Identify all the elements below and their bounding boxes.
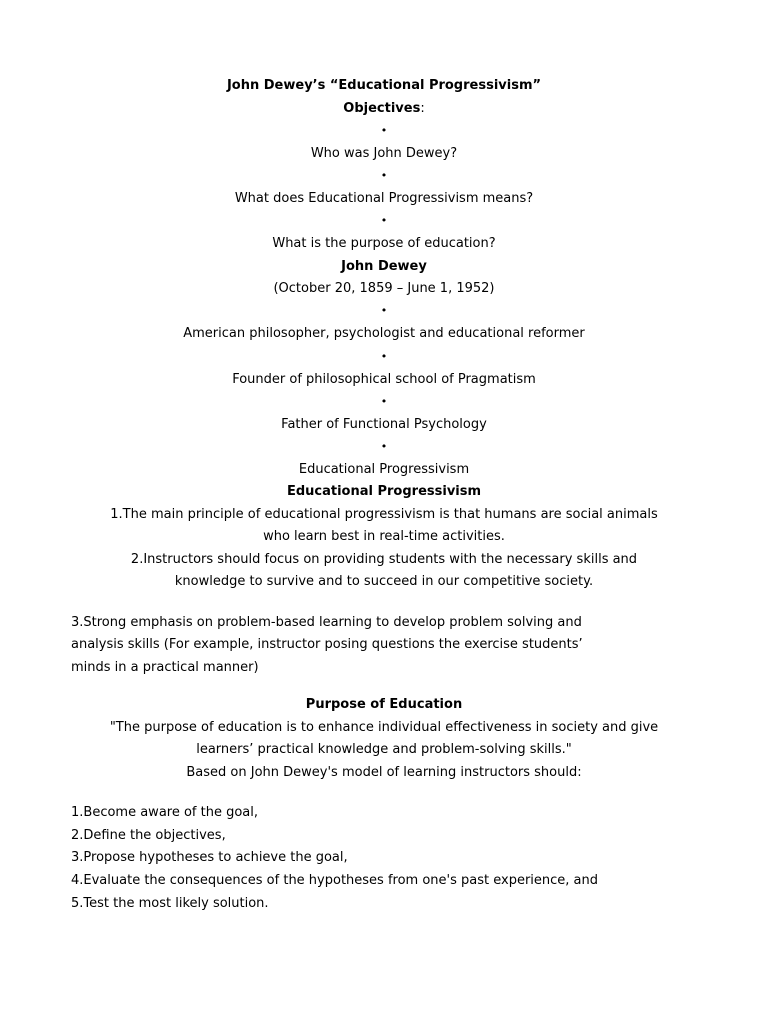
step-item: 1.Become aware of the goal, [71,805,259,820]
purpose-quote-line: "The purpose of education is to enhance individual effectiveness in society and give [109,720,659,735]
principle-line: minds in a practical manner) [71,660,259,675]
principle-line: knowledge to survive and to succeed in our competitive society. [174,574,594,589]
objectives-colon: : [420,101,425,116]
objective-item: What is the purpose of education? [272,236,496,251]
principle-line: analysis skills (For example, instructor posing questions the exercise students’ [71,637,583,652]
dewey-heading: John Dewey [341,259,427,274]
step-item: 3.Propose hypotheses to achieve the goal, [71,850,348,865]
progressivism-heading: Educational Progressivism [286,484,482,499]
objectives-heading: Objectives [343,101,421,116]
dewey-item: Educational Progressivism [298,462,470,477]
purpose-quote-line: learners’ practical knowledge and problem-solving skills." [196,742,572,757]
dewey-dates: (October 20, 1859 – June 1, 1952) [273,281,495,296]
principle-line: 1.The main principle of educational progressivism is that humans are social animals [110,507,658,522]
bullet-icon: • [380,214,388,227]
bullet-icon: • [380,395,388,408]
bullet-icon: • [380,350,388,363]
principle-line: who learn best in real-time activities. [263,529,505,544]
step-item: 5.Test the most likely solution. [71,896,269,911]
objective-item: What does Educational Progressivism means? [234,191,534,206]
step-item: 2.Define the objectives, [71,828,226,843]
dewey-item: Founder of philosophical school of Pragmatism [232,372,536,387]
bullet-icon: • [380,304,388,317]
principle-line: 3.Strong emphasis on problem-based learning to develop problem solving and [71,615,582,630]
bullet-icon: • [380,440,388,453]
dewey-item: Father of Functional Psychology [281,417,487,432]
principle-line: 2.Instructors should focus on providing students with the necessary skills and [130,552,638,567]
step-item: 4.Evaluate the consequences of the hypotheses from one's past experience, and [71,873,599,888]
objectives-heading-line [0,100,768,118]
purpose-intro: Based on John Dewey's model of learning instructors should: [186,765,582,780]
document-title: John Dewey’s “Educational Progressivism” [226,78,542,93]
objective-item: Who was John Dewey? [310,146,458,161]
dewey-item: American philosopher, psychologist and educational reformer [183,326,585,341]
bullet-icon: • [380,124,388,137]
purpose-heading: Purpose of Education [305,697,463,712]
bullet-icon: • [380,169,388,182]
